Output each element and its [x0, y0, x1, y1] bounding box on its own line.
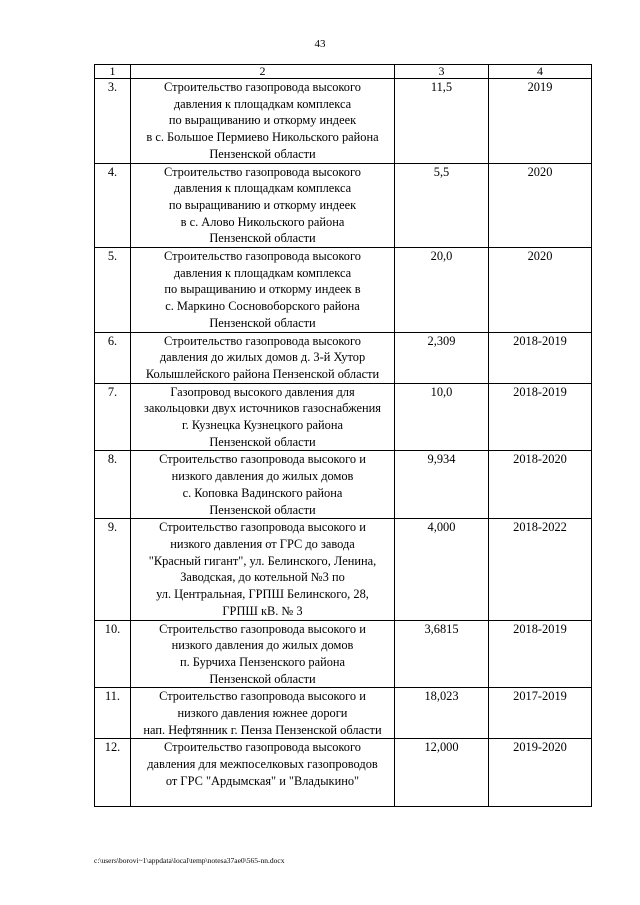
page-number: 43 — [314, 38, 326, 50]
table-row — [95, 739, 592, 807]
header-cell-4: 4 — [489, 65, 592, 79]
project-name-line: Колышлейского района Пензенской области — [145, 366, 380, 381]
project-name-line: по выращиванию и откорму индеек — [168, 197, 357, 212]
table-row — [95, 163, 592, 248]
project-name-line: от ГРС "Ардымская" и "Владыкино" — [165, 773, 360, 788]
row-number-cell: 4. — [95, 163, 131, 248]
project-name-line: ул. Центральная, ГРПШ Белинского, 28, — [156, 587, 369, 602]
project-name-cell — [131, 739, 395, 807]
table-header-row — [95, 65, 592, 79]
years-cell: 2019-2020 — [489, 739, 592, 807]
years-cell: 2020 — [489, 163, 592, 248]
row-number-cell: 6. — [95, 332, 131, 383]
project-name-line: Пензенской области — [209, 434, 316, 449]
table-row — [95, 383, 592, 451]
row-number-cell: 10. — [95, 620, 131, 688]
years-cell: 2018-2019 — [489, 383, 592, 451]
length-cell: 18,023 — [395, 688, 489, 739]
length-cell: 12,000 — [395, 739, 489, 807]
table-row — [95, 248, 592, 333]
header-cell-2: 2 — [131, 65, 395, 79]
project-name-line: Пензенской области — [209, 502, 316, 517]
years-cell: 2019 — [489, 79, 592, 164]
row-number-cell: 3. — [95, 79, 131, 164]
project-name-line: Заводская, до котельной №3 по — [180, 570, 345, 585]
project-name-line: Пензенской области — [209, 231, 316, 246]
years-cell: 2017-2019 — [489, 688, 592, 739]
header-cell-3: 3 — [395, 65, 489, 79]
project-name-cell — [131, 79, 395, 164]
project-name-line: ГРПШ кВ. № 3 — [222, 603, 303, 618]
table-body — [95, 65, 592, 807]
table-row — [95, 79, 592, 164]
project-name-line: давления к площадкам комплекса — [173, 181, 352, 196]
project-name-line: низкого давления от ГРС до завода — [170, 536, 355, 551]
project-name-cell — [131, 163, 395, 248]
length-cell: 2,309 — [395, 332, 489, 383]
project-name-line: Строительство газопровода высокого — [164, 740, 361, 755]
project-name-line: низкого давления до жилых домов — [171, 638, 354, 653]
table-row — [95, 451, 592, 519]
length-cell: 20,0 — [395, 248, 489, 333]
project-name-line: Газопровод высокого давления для — [170, 384, 355, 399]
project-name-cell — [131, 519, 395, 620]
project-name-line: Строительство газопровода высокого и — [159, 452, 366, 467]
project-name-line: Строительство газопровода высокого и — [159, 520, 366, 535]
years-cell: 2018-2019 — [489, 620, 592, 688]
project-name-cell — [131, 383, 395, 451]
years-cell: 2018-2020 — [489, 451, 592, 519]
length-cell: 9,934 — [395, 451, 489, 519]
length-cell: 11,5 — [395, 79, 489, 164]
project-name-line: по выращиванию и откорму индеек в — [164, 282, 361, 297]
length-cell: 10,0 — [395, 383, 489, 451]
project-name-line: в с. Алово Никольского района — [180, 214, 345, 229]
project-name-cell — [131, 620, 395, 688]
project-name-line: давления к площадкам комплекса — [173, 96, 352, 111]
project-name-cell — [131, 688, 395, 739]
project-name-line: Строительство газопровода высокого — [164, 249, 361, 264]
project-name-line: п. Бурчиха Пензенского района — [179, 654, 346, 669]
table-row — [95, 519, 592, 620]
years-cell: 2018-2019 — [489, 332, 592, 383]
projects-table — [94, 64, 592, 807]
project-name-cell — [131, 248, 395, 333]
file-path-footer: c:\users\borovi~1\appdata\local\temp\notesa37ae0\565-nn.docx — [94, 856, 285, 865]
length-cell: 4,000 — [395, 519, 489, 620]
project-name-line: закольцовки двух источников газоснабжения — [144, 401, 381, 416]
project-name-line: нап. Нефтянник г. Пенза Пензенской области — [143, 722, 382, 737]
years-cell: 2020 — [489, 248, 592, 333]
project-name-line: в с. Большое Пермиево Никольского района — [146, 130, 379, 145]
project-name-line: Пензенской области — [209, 671, 316, 686]
project-name-line: давления для межпоселковых газопроводов — [147, 757, 378, 772]
project-name-line: с. Маркино Сосновоборского района — [165, 299, 360, 314]
project-name-line: г. Кузнецка Кузнецкого района — [182, 418, 343, 433]
table-row — [95, 332, 592, 383]
row-number-cell: 9. — [95, 519, 131, 620]
header-cell-1: 1 — [95, 65, 131, 79]
length-cell: 5,5 — [395, 163, 489, 248]
row-number-cell: 11. — [95, 688, 131, 739]
project-name-line: Строительство газопровода высокого — [164, 333, 361, 348]
row-number-cell: 7. — [95, 383, 131, 451]
years-cell: 2018-2022 — [489, 519, 592, 620]
project-name-line: Строительство газопровода высокого и — [159, 621, 366, 636]
project-name-line: низкого давления до жилых домов — [171, 469, 354, 484]
row-number-cell: 12. — [95, 739, 131, 807]
project-name-line: Строительство газопровода высокого — [164, 80, 361, 94]
length-cell: 3,6815 — [395, 620, 489, 688]
project-name-line: давления к площадкам комплекса — [173, 265, 352, 280]
project-name-line: давления до жилых домов д. 3-й Хутор — [159, 350, 366, 365]
row-number-cell: 8. — [95, 451, 131, 519]
project-name-line: Пензенской области — [209, 146, 316, 161]
table-row — [95, 620, 592, 688]
project-name-cell — [131, 451, 395, 519]
project-name-line — [133, 790, 392, 807]
project-name-line: Строительство газопровода высокого и — [159, 689, 366, 704]
table-row — [95, 688, 592, 739]
project-name-cell — [131, 332, 395, 383]
project-name-line: "Красный гигант", ул. Белинского, Ленина, — [148, 553, 377, 568]
project-name-line: Пензенской области — [209, 315, 316, 330]
project-name-line: низкого давления южнее дороги — [177, 706, 348, 721]
project-name-line: по выращиванию и откорму индеек — [168, 113, 357, 128]
project-name-line: с. Коповка Вадинского района — [182, 485, 343, 500]
project-name-line: Строительство газопровода высокого — [164, 164, 361, 179]
row-number-cell: 5. — [95, 248, 131, 333]
